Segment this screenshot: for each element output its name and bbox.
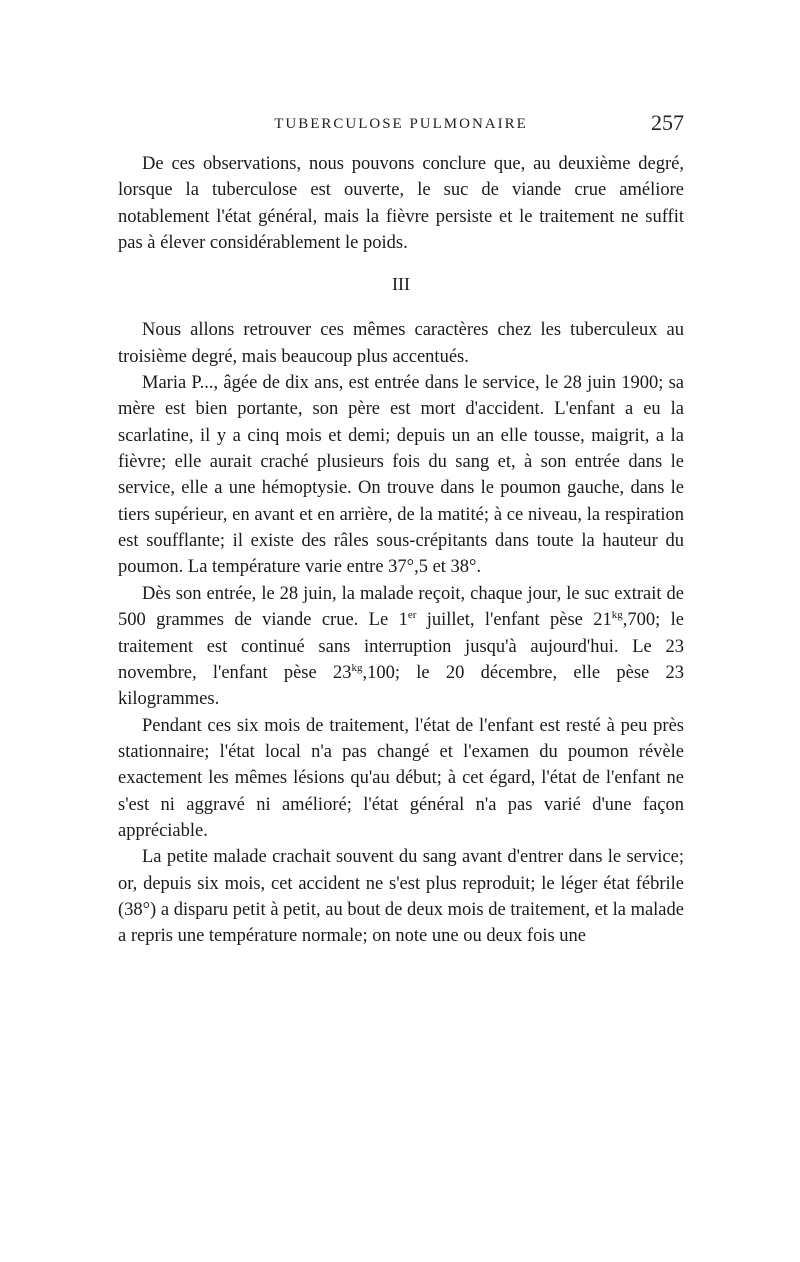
superscript-er: er xyxy=(407,609,417,621)
running-head xyxy=(118,110,684,140)
paragraph-outcome: La petite malade crachait souvent du sang avant d'entrer dans le service; or, depuis six mois, cet accident ne s'est plus reproduit; le léger état fébrile (38°) a disparu petit à petit, au bout de deux mois de traitement, et la malade a repris une température normale; on note une ou deux fois une xyxy=(118,847,684,947)
body-text xyxy=(118,151,684,950)
treatment-text-2: juillet, l'enfant pèse 21 xyxy=(416,610,612,631)
superscript-kg-1: kg xyxy=(611,609,623,621)
running-head-title: TUBERCULOSE PULMONAIRE xyxy=(274,116,528,132)
treatment-text-1: Dès son entrée, le 28 juin, la malade reçoit, chaque jour, le suc extrait de 500 grammes de viande crue. Le 1 xyxy=(118,583,684,631)
paragraph-treatment xyxy=(118,581,684,713)
superscript-kg-2: kg xyxy=(351,661,363,674)
paragraph-case-history: Maria P..., âgée de dix ans, est entrée dans le service, le 28 juin 1900; sa mère est bien portante, son père est mort d'accident. L'enfant a eu la scarlatine, il y a cinq mois et demi; depuis un an elle tousse, maigrit, a la fièvre; elle aurait craché plusieurs fois du sang et, à son entrée dans le service, elle a une hémoptysie. On trouve dans le poumon gauche, dans le tiers supérieur, en avant et en arrière, de la matité; à ce niveau, la respiration est soufflante; il existe des râles sous-crépitants dans toute la hauteur du poumon. La température varie entre 37°,5 et 38°. xyxy=(118,373,684,578)
paragraph-intro: Nous allons retrouver ces mêmes caractères chez les tuberculeux au troisième degré, mais beaucoup plus accentués. xyxy=(118,320,684,367)
paragraph-conclusion: De ces observations, nous pouvons conclure que, au deuxième degré, lorsque la tuberculose est ouverte, le suc de viande crue améliore notablement l'état général, mais la fièvre persiste et le traitement ne suffit pas à élever considérablement le poids. xyxy=(118,154,684,254)
page-number: 257 xyxy=(651,110,684,135)
section-number: III xyxy=(392,274,410,295)
treatment-text-3: ,700; le traitement est continué sans interruption jusqu'à aujourd'hui. Le 23 novembre, l'enfant pèse 23 xyxy=(118,610,684,683)
paragraph-six-months: Pendant ces six mois de traitement, l'état de l'enfant est resté à peu près stationnaire; l'état local n'a pas changé et l'examen du poumon révèle exactement les mêmes lésions qu'au début; à cet égard, l'état de l'enfant ne s'est ni aggravé ni amélioré; l'état général n'a pas varié d'une façon appréciable. xyxy=(118,715,684,841)
treatment-text-4: ,100; le 20 décembre, elle pèse 23 kilogrammes. xyxy=(118,662,684,710)
